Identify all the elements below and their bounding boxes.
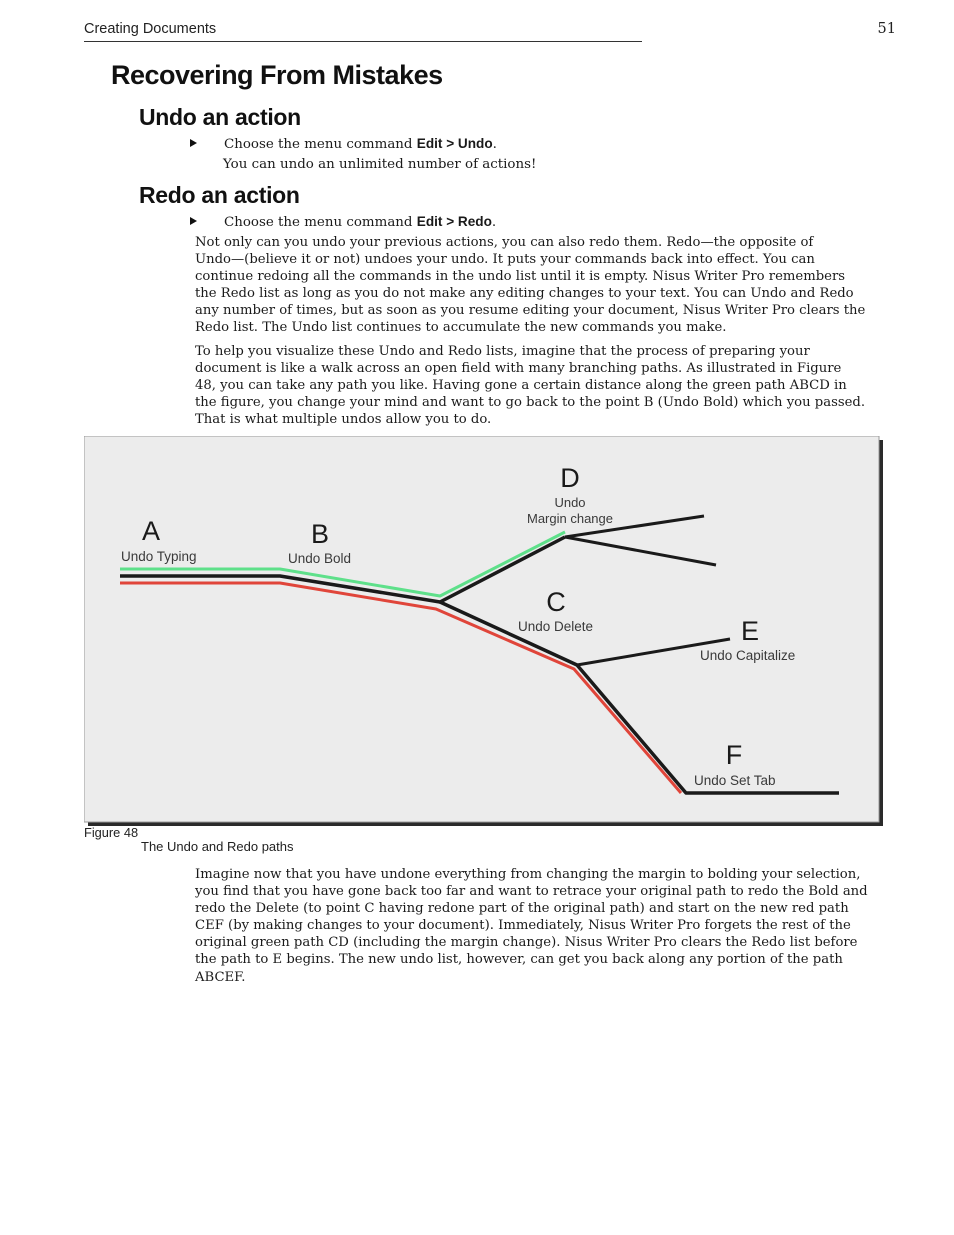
- paragraph-line: Redo list. The Undo list continues to accumulate the new commands you make.: [195, 320, 727, 336]
- paragraph-line: CEF (by making changes to your document). Immediately, Nisus Writer Pro forgets the rest of the: [195, 918, 851, 934]
- undo-section-heading: Undo an action: [139, 104, 301, 130]
- node-letter-b: B: [310, 519, 330, 549]
- paragraph-line: you find that you have gone back too far and want to retrace your original path to redo the Bold and: [195, 884, 868, 900]
- paragraph-line: Imagine now that you have undone everything from changing the margin to bolding your selection,: [195, 867, 861, 882]
- node-label-f: Undo Set Tab: [694, 773, 776, 788]
- node-letter-a: A: [141, 516, 161, 546]
- redo-section-heading: Redo an action: [139, 182, 300, 208]
- node-label-b: Undo Bold: [288, 551, 352, 566]
- undo-step-suffix: .: [492, 137, 497, 152]
- paragraph-line: any number of times, but as soon as you resume editing your document, Nisus Writer Pro clears the: [195, 303, 866, 319]
- paragraph-line: To help you visualize these Undo and Redo lists, imagine that the process of preparing your: [195, 344, 810, 359]
- page-number: 51: [877, 21, 896, 37]
- running-header: [84, 21, 642, 42]
- redo-menu-command: Edit > Redo: [416, 214, 492, 229]
- paragraph-line: 48, you can take any path you like. Having gone a certain distance along the green path ABCD in: [195, 378, 847, 394]
- redo-paragraph-2: [195, 343, 891, 428]
- paragraph-line: Undo—(believe it or not) undoes your undo. It puts your commands back into effect. You can: [195, 252, 815, 268]
- node-letter-c: C: [546, 587, 566, 617]
- paragraph-line: original green path CD (including the margin change). Nisus Writer Pro clears the Redo list before: [195, 935, 858, 951]
- paragraph-line: ABCEF.: [195, 969, 246, 985]
- undo-step: [190, 135, 497, 154]
- node-label-c: Undo Delete: [518, 619, 594, 634]
- chapter-title: Recovering From Mistakes: [111, 60, 443, 90]
- undo-redo-paths-figure: [84, 436, 883, 826]
- undo-step-prefix: Choose the menu command: [224, 137, 417, 152]
- bullet-triangle-icon: [190, 217, 197, 225]
- node-label-d-line1: Undo: [554, 495, 586, 510]
- paragraph-line: Not only can you undo your previous actions, you can also redo them. Redo—the opposite of: [195, 235, 814, 250]
- node-letter-d: D: [560, 463, 580, 493]
- paragraph-line: the figure, you change your mind and want to go back to the point B (Undo Bold) which you passed.: [195, 395, 866, 411]
- node-letter-f: F: [725, 740, 743, 770]
- figure-caption: The Undo and Redo paths: [141, 839, 294, 854]
- paragraph-line: the path to E begins. The new undo list, however, can get you back along any portion of the path: [195, 952, 843, 968]
- paragraph-line: That is what multiple undos allow you to do.: [195, 412, 492, 428]
- paragraph-line: the Redo list as long as you do not make any editing changes to your text. You can Undo and Redo: [195, 286, 854, 302]
- paragraph-line: redo the Delete (to point C having redone part of the original path) and start on the new red path: [195, 901, 849, 917]
- undo-menu-command: Edit > Undo: [416, 136, 493, 151]
- paragraph-line: document is like a walk across an open field with many branching paths. As illustrated in Figure: [195, 361, 842, 377]
- closing-paragraph: [195, 866, 891, 986]
- node-letter-e: E: [740, 616, 760, 646]
- node-label-a: Undo Typing: [121, 549, 197, 564]
- redo-step: [190, 213, 496, 232]
- figure-label: Figure 48: [84, 825, 139, 840]
- header-title: Creating Documents: [84, 21, 217, 37]
- node-label-d-line2: Margin change: [527, 511, 613, 526]
- bullet-triangle-icon: [190, 139, 197, 147]
- redo-paragraph-1: [195, 234, 891, 337]
- undo-note: You can undo an unlimited number of actions!: [223, 157, 537, 172]
- node-label-e: Undo Capitalize: [700, 648, 796, 663]
- paragraph-line: continue redoing all the commands in the undo list until it is empty. Nisus Writer Pro remembers: [195, 269, 846, 285]
- redo-step-prefix: Choose the menu command: [224, 215, 417, 230]
- redo-step-suffix: .: [491, 215, 497, 230]
